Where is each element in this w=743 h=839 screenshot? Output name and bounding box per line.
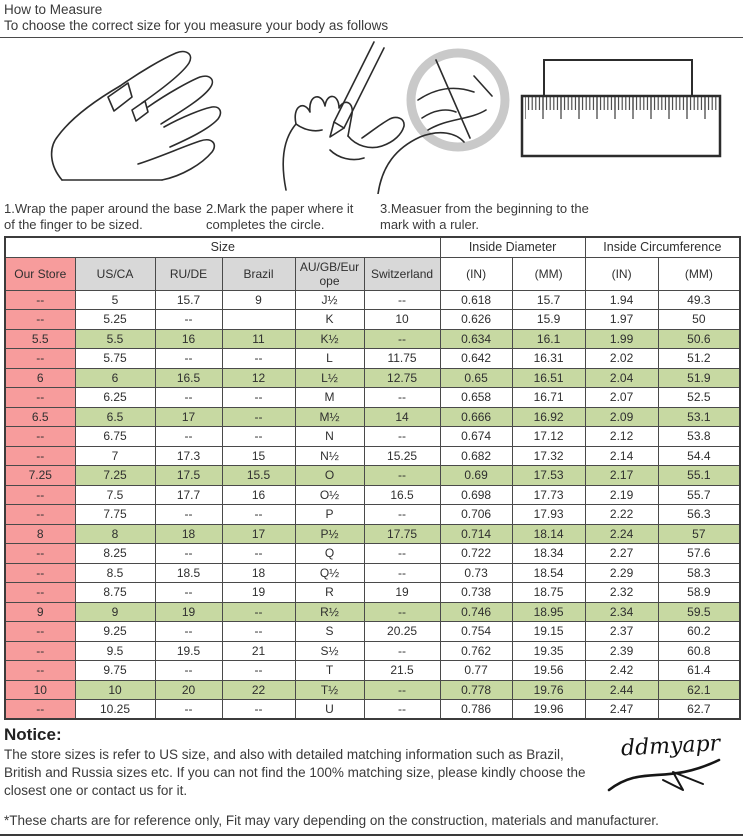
size-row	[5, 622, 740, 642]
size-cell: 58.3	[658, 563, 740, 583]
size-cell: 2.37	[585, 622, 658, 642]
size-cell: 53.8	[658, 427, 740, 447]
size-cell: R	[295, 583, 364, 603]
size-cell: 6.75	[75, 427, 155, 447]
size-cell: --	[155, 544, 222, 564]
size-cell: 5.25	[75, 310, 155, 330]
size-cell: 6	[5, 368, 75, 388]
size-cell: 0.682	[440, 446, 512, 466]
size-row	[5, 329, 740, 349]
size-cell: --	[155, 427, 222, 447]
size-cell: 0.658	[440, 388, 512, 408]
size-cell: 19.76	[512, 680, 585, 700]
size-cell: 50	[658, 310, 740, 330]
step-1-text: 1.Wrap the paper around the base of the finger to be sized.	[4, 201, 202, 232]
size-cell: --	[222, 407, 295, 427]
size-cell: --	[5, 349, 75, 369]
size-row	[5, 505, 740, 525]
size-table-body	[5, 290, 740, 719]
size-cell: 8.25	[75, 544, 155, 564]
size-cell: 6.5	[5, 407, 75, 427]
size-cell: 60.8	[658, 641, 740, 661]
size-cell: 8	[75, 524, 155, 544]
size-cell: --	[5, 622, 75, 642]
size-cell: N½	[295, 446, 364, 466]
size-cell: 2.19	[585, 485, 658, 505]
size-cell: 1.94	[585, 290, 658, 310]
page-subtitle: To choose the correct size for you measure your body as follows	[4, 18, 389, 33]
size-cell: --	[364, 563, 440, 583]
size-row	[5, 700, 740, 720]
size-cell: 15.7	[512, 290, 585, 310]
size-cell: --	[155, 388, 222, 408]
size-cell: 17	[155, 407, 222, 427]
ring-size-table	[4, 236, 741, 720]
size-cell: --	[222, 349, 295, 369]
size-cell: 59.5	[658, 602, 740, 622]
size-cell: 2.29	[585, 563, 658, 583]
size-cell: T½	[295, 680, 364, 700]
size-cell: 16.31	[512, 349, 585, 369]
size-group-header: Size	[5, 237, 440, 257]
size-cell: 0.786	[440, 700, 512, 720]
size-cell: --	[364, 290, 440, 310]
size-row	[5, 563, 740, 583]
size-cell: 16.71	[512, 388, 585, 408]
size-row	[5, 641, 740, 661]
size-cell: P	[295, 505, 364, 525]
size-cell: 0.77	[440, 661, 512, 681]
inside-diameter-header: Inside Diameter	[440, 237, 585, 257]
size-cell: J½	[295, 290, 364, 310]
size-cell: 15.5	[222, 466, 295, 486]
size-cell: 15.7	[155, 290, 222, 310]
size-cell: 61.4	[658, 661, 740, 681]
size-row	[5, 680, 740, 700]
size-cell: 17.32	[512, 446, 585, 466]
size-row	[5, 466, 740, 486]
column-header: RU/DE	[155, 257, 222, 290]
size-cell: 17.3	[155, 446, 222, 466]
column-header: Switzerland	[364, 257, 440, 290]
size-cell: 15.9	[512, 310, 585, 330]
size-cell: --	[364, 680, 440, 700]
size-cell: 19.15	[512, 622, 585, 642]
size-cell: 19.96	[512, 700, 585, 720]
size-cell: S½	[295, 641, 364, 661]
size-cell: --	[364, 544, 440, 564]
magnifier-circle	[411, 53, 505, 147]
size-cell: 2.14	[585, 446, 658, 466]
size-cell: 2.44	[585, 680, 658, 700]
size-cell: 19.5	[155, 641, 222, 661]
size-cell: 2.22	[585, 505, 658, 525]
size-cell: 0.69	[440, 466, 512, 486]
size-cell: 57	[658, 524, 740, 544]
size-row	[5, 661, 740, 681]
size-cell: 0.618	[440, 290, 512, 310]
column-header: (MM)	[658, 257, 740, 290]
size-cell: 18.5	[155, 563, 222, 583]
size-cell: 56.3	[658, 505, 740, 525]
size-cell: 9.5	[75, 641, 155, 661]
size-cell: --	[5, 446, 75, 466]
size-row	[5, 544, 740, 564]
size-row	[5, 368, 740, 388]
size-cell: 8.5	[75, 563, 155, 583]
notice-heading: Notice:	[4, 725, 62, 744]
size-cell: S	[295, 622, 364, 642]
size-cell: 6	[75, 368, 155, 388]
size-row	[5, 524, 740, 544]
size-cell: 50.6	[658, 329, 740, 349]
size-cell: --	[364, 700, 440, 720]
notice-section	[0, 720, 743, 800]
size-cell: --	[5, 700, 75, 720]
size-cell: M	[295, 388, 364, 408]
size-cell: 2.39	[585, 641, 658, 661]
size-cell: 11	[222, 329, 295, 349]
size-cell: 19	[155, 602, 222, 622]
column-header: AU/GB/Europe	[295, 257, 364, 290]
size-cell: 7	[75, 446, 155, 466]
step-2-text: 2.Mark the paper where it completes the circle.	[206, 201, 354, 232]
size-cell: 6.25	[75, 388, 155, 408]
size-cell: 16.51	[512, 368, 585, 388]
brand-signature	[607, 731, 727, 798]
size-cell: 16.5	[364, 485, 440, 505]
size-row	[5, 407, 740, 427]
size-cell: --	[5, 563, 75, 583]
size-cell: 19	[364, 583, 440, 603]
size-cell: 8.75	[75, 583, 155, 603]
size-cell: 0.762	[440, 641, 512, 661]
size-cell: 19	[222, 583, 295, 603]
size-cell: K½	[295, 329, 364, 349]
measure-illustrations	[0, 38, 743, 200]
size-cell: 2.07	[585, 388, 658, 408]
size-cell: 0.778	[440, 680, 512, 700]
size-cell: 19.35	[512, 641, 585, 661]
size-cell: --	[155, 622, 222, 642]
step-3-text: 3.Measuer from the beginning to the mark with a ruler.	[380, 201, 589, 232]
size-cell: 0.754	[440, 622, 512, 642]
size-cell: --	[222, 544, 295, 564]
size-cell: 49.3	[658, 290, 740, 310]
signature-swoosh-icon	[607, 756, 727, 798]
signature-text: ddmyapr	[620, 731, 721, 762]
column-header: Brazil	[222, 257, 295, 290]
size-row	[5, 583, 740, 603]
size-cell: --	[364, 602, 440, 622]
size-cell: 2.32	[585, 583, 658, 603]
size-cell: 2.04	[585, 368, 658, 388]
column-header: (IN)	[440, 257, 512, 290]
column-header: (MM)	[512, 257, 585, 290]
size-cell: 2.12	[585, 427, 658, 447]
size-cell: P½	[295, 524, 364, 544]
size-cell: 9.25	[75, 622, 155, 642]
size-cell: 9.75	[75, 661, 155, 681]
size-cell: --	[5, 661, 75, 681]
size-cell: 17.75	[364, 524, 440, 544]
size-cell: 15	[222, 446, 295, 466]
size-cell: 21.5	[364, 661, 440, 681]
size-cell: 17	[222, 524, 295, 544]
size-cell: --	[5, 388, 75, 408]
size-cell: N	[295, 427, 364, 447]
size-cell: 8	[5, 524, 75, 544]
size-cell: 10.25	[75, 700, 155, 720]
size-cell: 0.746	[440, 602, 512, 622]
size-cell: 10	[5, 680, 75, 700]
size-cell: 0.73	[440, 563, 512, 583]
inside-circumference-header: Inside Circumference	[585, 237, 740, 257]
size-cell: 9	[5, 602, 75, 622]
size-cell: 1.97	[585, 310, 658, 330]
size-cell: 0.698	[440, 485, 512, 505]
size-cell: 2.34	[585, 602, 658, 622]
size-cell: --	[155, 700, 222, 720]
size-cell: 18.95	[512, 602, 585, 622]
size-cell: 2.42	[585, 661, 658, 681]
size-cell: 12.75	[364, 368, 440, 388]
size-cell: --	[5, 310, 75, 330]
size-cell: --	[155, 505, 222, 525]
size-cell: 18	[155, 524, 222, 544]
size-cell: --	[5, 290, 75, 310]
size-cell: --	[364, 427, 440, 447]
size-cell: L½	[295, 368, 364, 388]
pen-marking-illustration	[278, 38, 528, 194]
size-cell: 18.54	[512, 563, 585, 583]
size-cell: --	[222, 602, 295, 622]
size-cell: 7.75	[75, 505, 155, 525]
ruler-illustration	[516, 52, 726, 164]
size-cell: 17.12	[512, 427, 585, 447]
size-cell: 2.17	[585, 466, 658, 486]
size-row	[5, 349, 740, 369]
size-cell: 12	[222, 368, 295, 388]
size-row	[5, 310, 740, 330]
size-cell: --	[5, 505, 75, 525]
size-cell: 9	[75, 602, 155, 622]
size-cell: 5.5	[5, 329, 75, 349]
size-cell: 9	[222, 290, 295, 310]
size-cell: 2.09	[585, 407, 658, 427]
size-cell: 53.1	[658, 407, 740, 427]
size-cell: 16	[155, 329, 222, 349]
size-cell: 14	[364, 407, 440, 427]
size-cell: 0.722	[440, 544, 512, 564]
size-cell: --	[364, 388, 440, 408]
size-cell: 10	[75, 680, 155, 700]
column-header: (IN)	[585, 257, 658, 290]
size-cell: 18.34	[512, 544, 585, 564]
hand-paper-illustration	[42, 44, 262, 186]
size-cell: --	[5, 544, 75, 564]
size-cell: T	[295, 661, 364, 681]
size-cell: 16.92	[512, 407, 585, 427]
size-cell: Q	[295, 544, 364, 564]
size-cell: 2.47	[585, 700, 658, 720]
size-cell: 0.634	[440, 329, 512, 349]
size-cell: 18	[222, 563, 295, 583]
size-cell: --	[5, 583, 75, 603]
size-cell: L	[295, 349, 364, 369]
size-cell: 0.714	[440, 524, 512, 544]
size-cell: --	[364, 641, 440, 661]
size-cell: 0.738	[440, 583, 512, 603]
column-header: Our Store	[5, 257, 75, 290]
size-cell: --	[5, 485, 75, 505]
size-cell: --	[222, 661, 295, 681]
size-cell: 18.75	[512, 583, 585, 603]
size-cell: 0.626	[440, 310, 512, 330]
size-cell: 0.65	[440, 368, 512, 388]
size-cell: --	[222, 700, 295, 720]
size-cell: 16.1	[512, 329, 585, 349]
size-cell: --	[222, 505, 295, 525]
size-cell: --	[222, 622, 295, 642]
size-row	[5, 446, 740, 466]
size-cell: 17.53	[512, 466, 585, 486]
size-cell: 17.73	[512, 485, 585, 505]
size-cell: 57.6	[658, 544, 740, 564]
size-row	[5, 602, 740, 622]
size-cell: O½	[295, 485, 364, 505]
size-cell: 20	[155, 680, 222, 700]
size-cell: M½	[295, 407, 364, 427]
size-cell: 17.7	[155, 485, 222, 505]
size-cell: 0.674	[440, 427, 512, 447]
size-cell: 5.75	[75, 349, 155, 369]
size-cell: 2.02	[585, 349, 658, 369]
size-cell: 55.7	[658, 485, 740, 505]
size-cell: 62.7	[658, 700, 740, 720]
size-cell: 17.93	[512, 505, 585, 525]
size-cell: 11.75	[364, 349, 440, 369]
size-cell: --	[155, 661, 222, 681]
size-cell: 60.2	[658, 622, 740, 642]
size-row	[5, 485, 740, 505]
size-cell: 54.4	[658, 446, 740, 466]
size-cell: --	[155, 310, 222, 330]
size-cell: 51.2	[658, 349, 740, 369]
size-cell: 16.5	[155, 368, 222, 388]
size-cell: 22	[222, 680, 295, 700]
size-cell: 62.1	[658, 680, 740, 700]
reference-footnote: *These charts are for reference only, Fit may vary depending on the construction, materials and manufacturer.	[4, 813, 659, 828]
page-title: How to Measure	[4, 2, 103, 17]
size-cell: --	[364, 329, 440, 349]
size-cell: --	[222, 388, 295, 408]
column-header: US/CA	[75, 257, 155, 290]
size-cell: 52.5	[658, 388, 740, 408]
size-cell: 18.14	[512, 524, 585, 544]
size-cell: 58.9	[658, 583, 740, 603]
size-cell: K	[295, 310, 364, 330]
size-cell: 51.9	[658, 368, 740, 388]
size-cell: 2.24	[585, 524, 658, 544]
size-cell: 15.25	[364, 446, 440, 466]
size-cell: --	[222, 427, 295, 447]
column-header-row	[5, 257, 740, 290]
group-header-row	[5, 237, 740, 257]
size-cell: 7.25	[5, 466, 75, 486]
size-cell: 55.1	[658, 466, 740, 486]
size-cell: 21	[222, 641, 295, 661]
size-cell: --	[364, 505, 440, 525]
size-cell: 0.706	[440, 505, 512, 525]
size-cell: 17.5	[155, 466, 222, 486]
size-row	[5, 290, 740, 310]
size-cell: 6.5	[75, 407, 155, 427]
size-cell: 0.666	[440, 407, 512, 427]
size-cell: Q½	[295, 563, 364, 583]
size-cell	[222, 310, 295, 330]
size-cell: 19.56	[512, 661, 585, 681]
size-cell: --	[5, 641, 75, 661]
size-cell: --	[155, 349, 222, 369]
size-cell: 7.25	[75, 466, 155, 486]
size-cell: 2.27	[585, 544, 658, 564]
notice-body: The store sizes is refer to US size, and also with detailed matching information such as Brazil, British and Russia sizes etc. If you can not find the 100% matching size, please kindly choose the closest one or contact us for it.	[4, 747, 586, 798]
size-cell: 20.25	[364, 622, 440, 642]
size-cell: --	[155, 583, 222, 603]
size-cell: 7.5	[75, 485, 155, 505]
size-cell: O	[295, 466, 364, 486]
size-cell: 16	[222, 485, 295, 505]
size-cell: R½	[295, 602, 364, 622]
size-cell: --	[5, 427, 75, 447]
measure-steps	[0, 200, 743, 236]
bottom-divider	[0, 834, 743, 836]
size-cell: 1.99	[585, 329, 658, 349]
size-cell: 5.5	[75, 329, 155, 349]
size-cell: U	[295, 700, 364, 720]
size-cell: 10	[364, 310, 440, 330]
size-cell: --	[364, 466, 440, 486]
size-cell: 5	[75, 290, 155, 310]
size-cell: 0.642	[440, 349, 512, 369]
page-header	[0, 0, 743, 38]
size-row	[5, 427, 740, 447]
size-row	[5, 388, 740, 408]
